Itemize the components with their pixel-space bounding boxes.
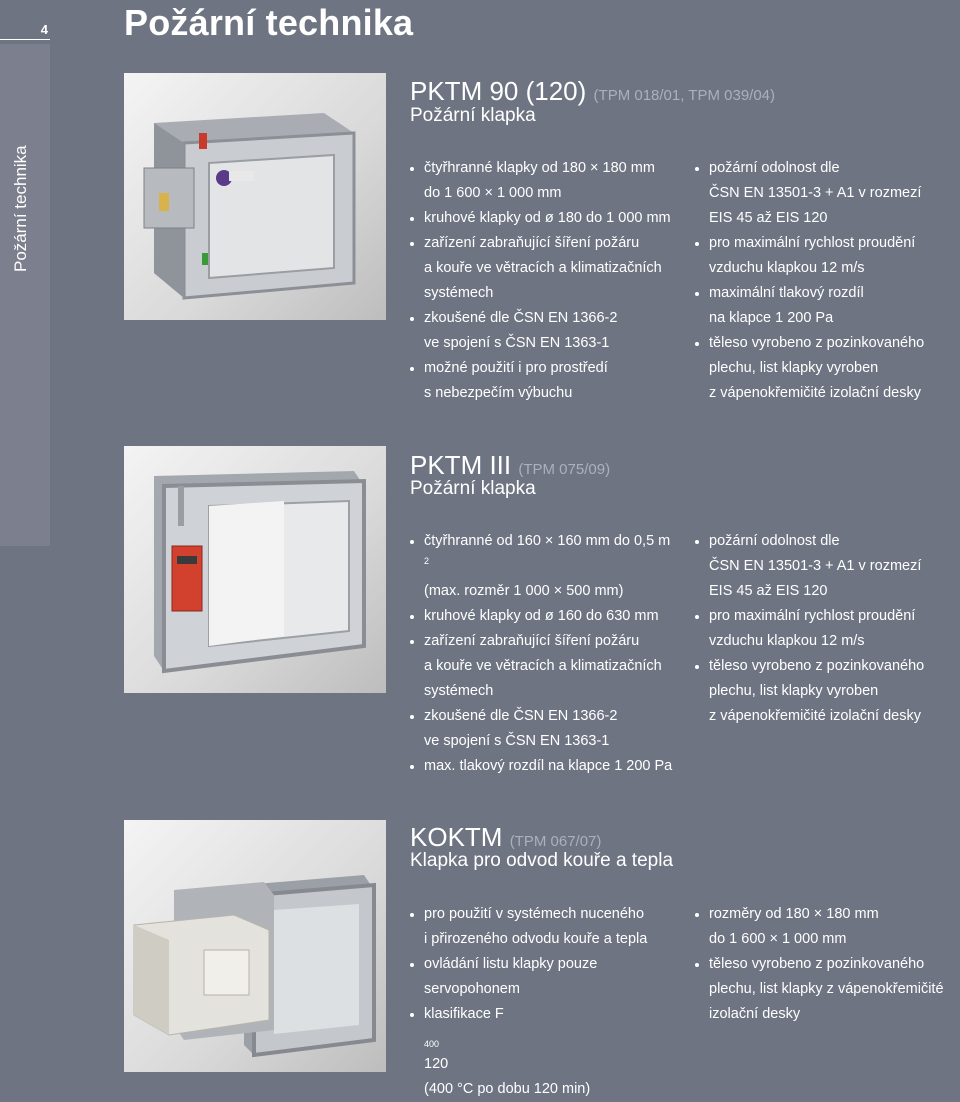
product-name: KOKTM	[410, 822, 503, 852]
list-item: maximální tlakový rozdíl na klapce 1 200 Pa	[695, 281, 924, 331]
list-item: těleso vyrobeno z pozinkovaného plechu, list klapky z vápenokřemičité izolační desky	[695, 952, 944, 1027]
list-item: klasifikace F $_{400}$ 120 (400 °C po dobu 120 min)	[410, 1002, 647, 1102]
side-tab	[0, 44, 50, 546]
product-photo-pktm-90	[124, 73, 386, 320]
feature-list-left	[410, 902, 647, 1102]
fire-damper-image	[124, 446, 386, 693]
list-item: pro maximální rychlost proudění vzduchu klapkou 12 m/s	[695, 604, 924, 654]
list-item: zařízení zabraňující šíření požáru a kouře ve větracích a klimatizačních systémech	[410, 629, 672, 704]
product-subtitle: Požární klapka	[410, 105, 536, 126]
list-item: požární odolnost dle ČSN EN 13501-3 + A1 v rozmezí EIS 45 až EIS 120	[695, 529, 924, 604]
list-item: pro maximální rychlost proudění vzduchu klapkou 12 m/s	[695, 231, 924, 281]
feature-list-left	[410, 529, 672, 779]
feature-list-left	[410, 156, 671, 406]
list-item: kruhové klapky od ø 180 do 1 000 mm	[410, 206, 671, 231]
fire-damper-image	[124, 73, 386, 320]
list-item: zařízení zabraňující šíření požáru a kouře ve větracích a klimatizačních systémech	[410, 231, 671, 306]
product-code: (TPM 067/07)	[509, 833, 602, 850]
list-item: zkoušené dle ČSN EN 1366-2 ve spojení s ČSN EN 1363-1	[410, 306, 671, 356]
product-name: PKTM III	[410, 450, 512, 480]
list-item: rozměry od 180 × 180 mm do 1 600 × 1 000 mm	[695, 902, 944, 952]
product-name: PKTM 90 (120)	[410, 76, 587, 106]
product-subtitle: Požární klapka	[410, 478, 536, 499]
list-item: čtyřhranné klapky od 180 × 180 mm do 1 600 × 1 000 mm	[410, 156, 671, 206]
feature-list-right	[695, 529, 924, 729]
page-number: 4	[0, 0, 50, 40]
product-title	[410, 822, 601, 853]
product-title	[410, 76, 775, 107]
list-item: požární odolnost dle ČSN EN 13501-3 + A1 v rozmezí EIS 45 až EIS 120	[695, 156, 924, 231]
product-subtitle: Klapka pro odvod kouře a tepla	[410, 850, 674, 871]
list-item: možné použití i pro prostředí s nebezpečím výbuchu	[410, 356, 671, 406]
list-item: pro použití v systémech nuceného i přirozeného odvodu kouře a tepla	[410, 902, 647, 952]
product-photo-koktm	[124, 820, 386, 1072]
list-item: max. tlakový rozdíl na klapce 1 200 Pa	[410, 754, 672, 779]
feature-list-right	[695, 156, 924, 406]
list-item: těleso vyrobeno z pozinkovaného plechu, list klapky vyroben z vápenokřemičité izolační desky	[695, 654, 924, 729]
product-code: (TPM 018/01, TPM 039/04)	[593, 87, 776, 104]
product-title	[410, 450, 610, 481]
list-item: kruhové klapky od ø 160 do 630 mm	[410, 604, 672, 629]
side-tab-label: Požární technika	[11, 145, 30, 272]
list-item: čtyřhranné od 160 × 160 mm do 0,5 m $^2$ (max. rozměr 1 000 × 500 mm)	[410, 529, 672, 604]
list-item: těleso vyrobeno z pozinkovaného plechu, list klapky vyroben z vápenokřemičité izolační desky	[695, 331, 924, 406]
product-photo-pktm-iii	[124, 446, 386, 693]
smoke-damper-image	[124, 820, 386, 1072]
feature-list-right	[695, 902, 944, 1027]
page-title: Požární technika	[124, 2, 414, 43]
list-item: zkoušené dle ČSN EN 1366-2 ve spojení s ČSN EN 1363-1	[410, 704, 672, 754]
list-item: ovládání listu klapky pouze servopohonem	[410, 952, 647, 1002]
product-code: (TPM 075/09)	[518, 461, 611, 478]
